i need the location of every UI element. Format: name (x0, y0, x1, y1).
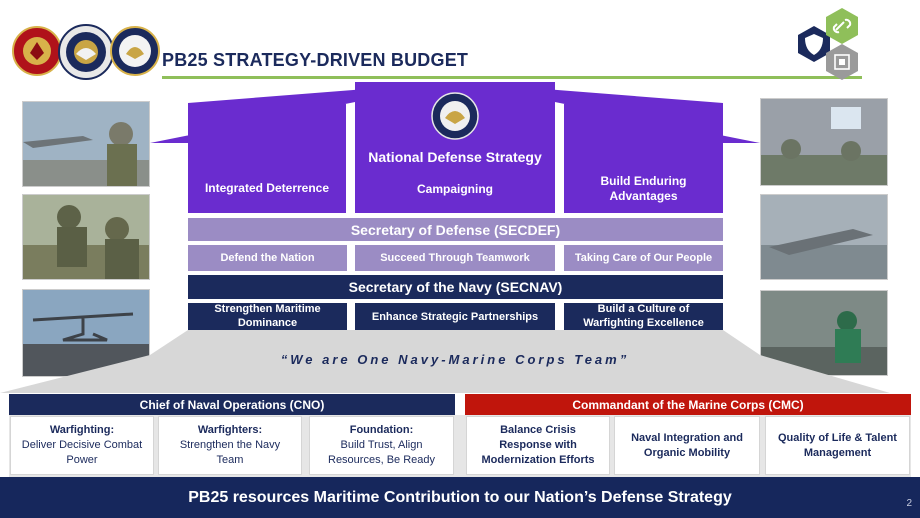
page-number: 2 (906, 498, 912, 509)
footer-text: PB25 resources Maritime Contribution to our Nation’s Defense Strategy (188, 488, 732, 506)
roof-pillar-center (355, 82, 555, 213)
cno-card-warfighting-heading: Warfighting: (49, 424, 115, 437)
secdef-item-people: Taking Care of Our People (564, 245, 723, 271)
secnav-item-maritime (188, 303, 347, 330)
build-enduring-advantages-label: Build Enduring Advantages (600, 173, 687, 204)
page-title: PB25 STRATEGY-DRIVEN BUDGET (162, 50, 469, 70)
cmc-card-naval-integration: Naval Integration and Organic Mobility (614, 416, 760, 475)
cno-card-warfighters-heading: Warfighters: (197, 424, 263, 437)
cno-card-warfighting (10, 416, 154, 475)
cno-card-foundation-text: Build Trust, Align Resources, Be Ready (328, 439, 435, 466)
cno-card-warfighters-text: Strengthen the Navy Team (179, 439, 281, 466)
secnav-item-maritime-label: Strengthen Maritime Dominance (214, 303, 321, 329)
cmc-card-quality-of-life: Quality of Life & Talent Management (765, 416, 910, 475)
national-defense-strategy-title: National Defense Strategy (368, 149, 542, 165)
secnav-item-partnerships: Enhance Strategic Partnerships (355, 303, 555, 330)
cno-header: Chief of Naval Operations (CNO) (9, 394, 455, 415)
secnav-bar: Secretary of the Navy (SECNAV) (188, 275, 723, 299)
footer-banner (0, 477, 920, 518)
cmc-card-crisis-response: Balance Crisis Response with Modernization Efforts (466, 416, 610, 475)
secnav-item-culture-label: Build a Culture of Warfighting Excellence (583, 303, 704, 329)
cno-card-warfighting-text: Deliver Decisive Combat Power (21, 439, 143, 466)
secdef-item-defend: Defend the Nation (188, 245, 347, 271)
dod-eagle-seal (431, 92, 479, 145)
integrated-deterrence-label: Integrated Deterrence (204, 181, 330, 196)
cmc-header: Commandant of the Marine Corps (CMC) (465, 394, 911, 415)
secnav-item-culture (564, 303, 723, 330)
cno-card-foundation-heading: Foundation: (349, 424, 414, 437)
secdef-bar: Secretary of Defense (SECDEF) (188, 218, 723, 241)
team-motto: “We are One Navy-Marine Corps Team” (280, 352, 630, 367)
roof-pillar-right (564, 104, 723, 213)
cno-card-foundation (309, 416, 454, 475)
roof-pillar-left (188, 104, 346, 213)
campaigning-label: Campaigning (416, 182, 493, 196)
cno-card-warfighters (158, 416, 302, 475)
secdef-item-teamwork: Succeed Through Teamwork (355, 245, 555, 271)
